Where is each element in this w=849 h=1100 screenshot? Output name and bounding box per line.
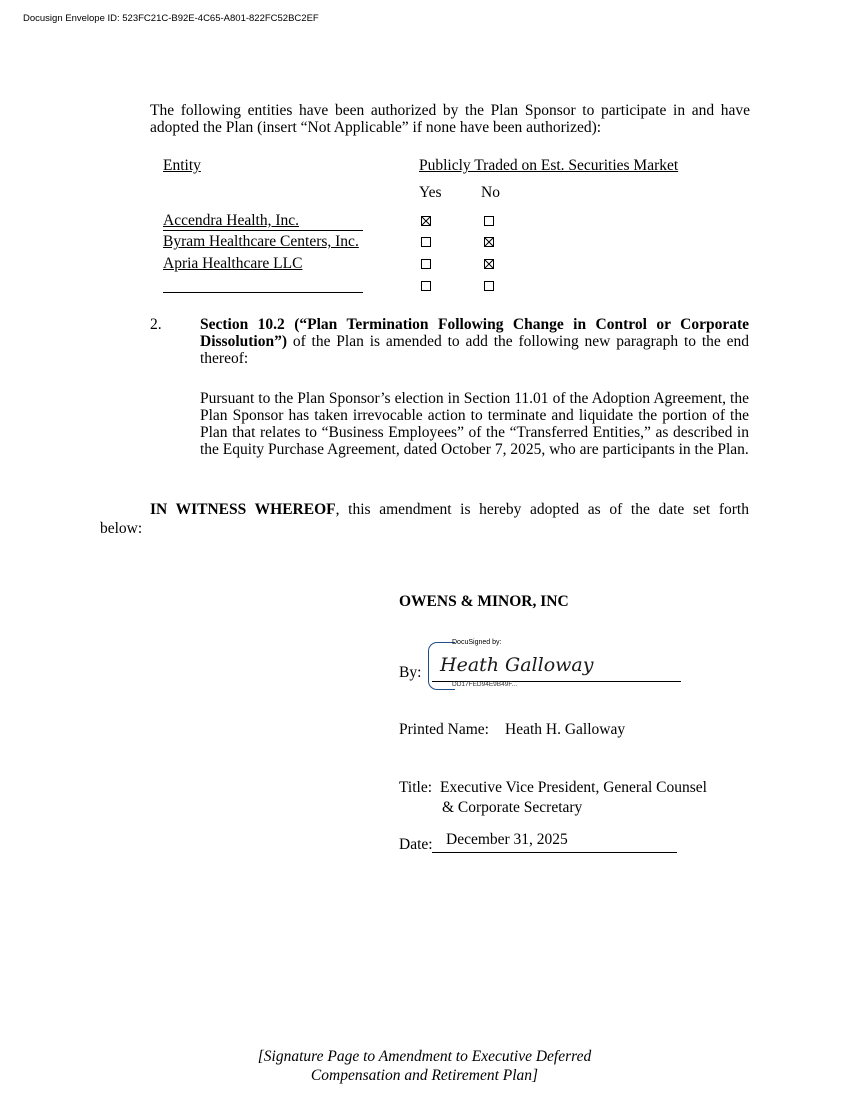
printed-name: Heath H. Galloway <box>505 721 626 738</box>
docusigned-by-label: DocuSigned by: <box>452 639 502 646</box>
section-2-title: Section 10.2 (“Plan Termination Following Change in Control or Corporate Dissolution”) <box>200 316 749 350</box>
entity-name: Accendra Health, Inc. <box>163 212 299 229</box>
entity-underline <box>163 230 363 231</box>
date-label: Date: <box>399 836 433 853</box>
row-1-yes-checkbox[interactable] <box>421 237 431 247</box>
title-line-2: & Corporate Secretary <box>442 799 583 816</box>
witness-line-1 <box>150 501 749 519</box>
intro-paragraph: The following entities have been authorized by the Plan Sponsor to participate in and have adopted the Plan (insert “Not Applicable” if none have been authorized): <box>150 102 750 136</box>
row-2-no-checkbox[interactable] <box>484 259 494 269</box>
witness-line-2: below: <box>100 520 143 537</box>
docusign-id: DD17FED94E9B49F... <box>452 681 518 688</box>
footer-line-2: Compensation and Retirement Plan] <box>310 1067 539 1084</box>
no-header: No <box>481 184 500 201</box>
row-3-yes-checkbox[interactable] <box>421 281 431 291</box>
signature: Heath Galloway <box>440 654 594 676</box>
section-2-text: of the Plan is amended to add the following new paragraph to the end thereof: <box>200 333 749 367</box>
printed-name-label: Printed Name: <box>399 721 489 738</box>
section-number: 2. <box>150 316 162 333</box>
row-0-no-checkbox[interactable] <box>484 216 494 226</box>
entity-name: Apria Healthcare LLC <box>163 255 303 272</box>
row-2-yes-checkbox[interactable] <box>421 259 431 269</box>
entity-header: Entity <box>163 157 201 174</box>
entity-blank-line <box>163 292 363 293</box>
envelope-id: Docusign Envelope ID: 523FC21C-B92E-4C65-A801-822FC52BC2EF <box>23 13 319 24</box>
section-2-paragraph <box>200 316 749 367</box>
date-line <box>432 852 677 853</box>
footer <box>0 1047 849 1085</box>
witness-bold: IN WITNESS WHEREOF <box>150 501 336 518</box>
section-2-quote: Pursuant to the Plan Sponsor’s election in Section 11.01 of the Adoption Agreement, the Plan Sponsor has taken irrevocable action to terminate and liquidate the portion of the Plan that relates to “Business Employees” of the “Transferred Entities,” as described in the Equity Purchase Agreement, dated October 7, 2025, who are participants in the Plan. <box>200 390 749 458</box>
by-label: By: <box>399 664 422 681</box>
entity-name: Byram Healthcare Centers, Inc. <box>163 233 359 250</box>
title-label: Title: <box>399 779 433 796</box>
yes-header: Yes <box>419 184 442 201</box>
date-value: December 31, 2025 <box>446 831 568 848</box>
title-line-1: Executive Vice President, General Counsel <box>440 779 707 796</box>
witness-text: , this amendment is hereby adopted as of the date set forth <box>335 501 749 518</box>
traded-header: Publicly Traded on Est. Securities Market <box>419 157 679 174</box>
row-0-yes-checkbox[interactable] <box>421 216 431 226</box>
company-name: OWENS & MINOR, INC <box>399 593 569 610</box>
footer-line-1: [Signature Page to Amendment to Executive Deferred <box>257 1048 592 1065</box>
row-1-no-checkbox[interactable] <box>484 237 494 247</box>
row-3-no-checkbox[interactable] <box>484 281 494 291</box>
